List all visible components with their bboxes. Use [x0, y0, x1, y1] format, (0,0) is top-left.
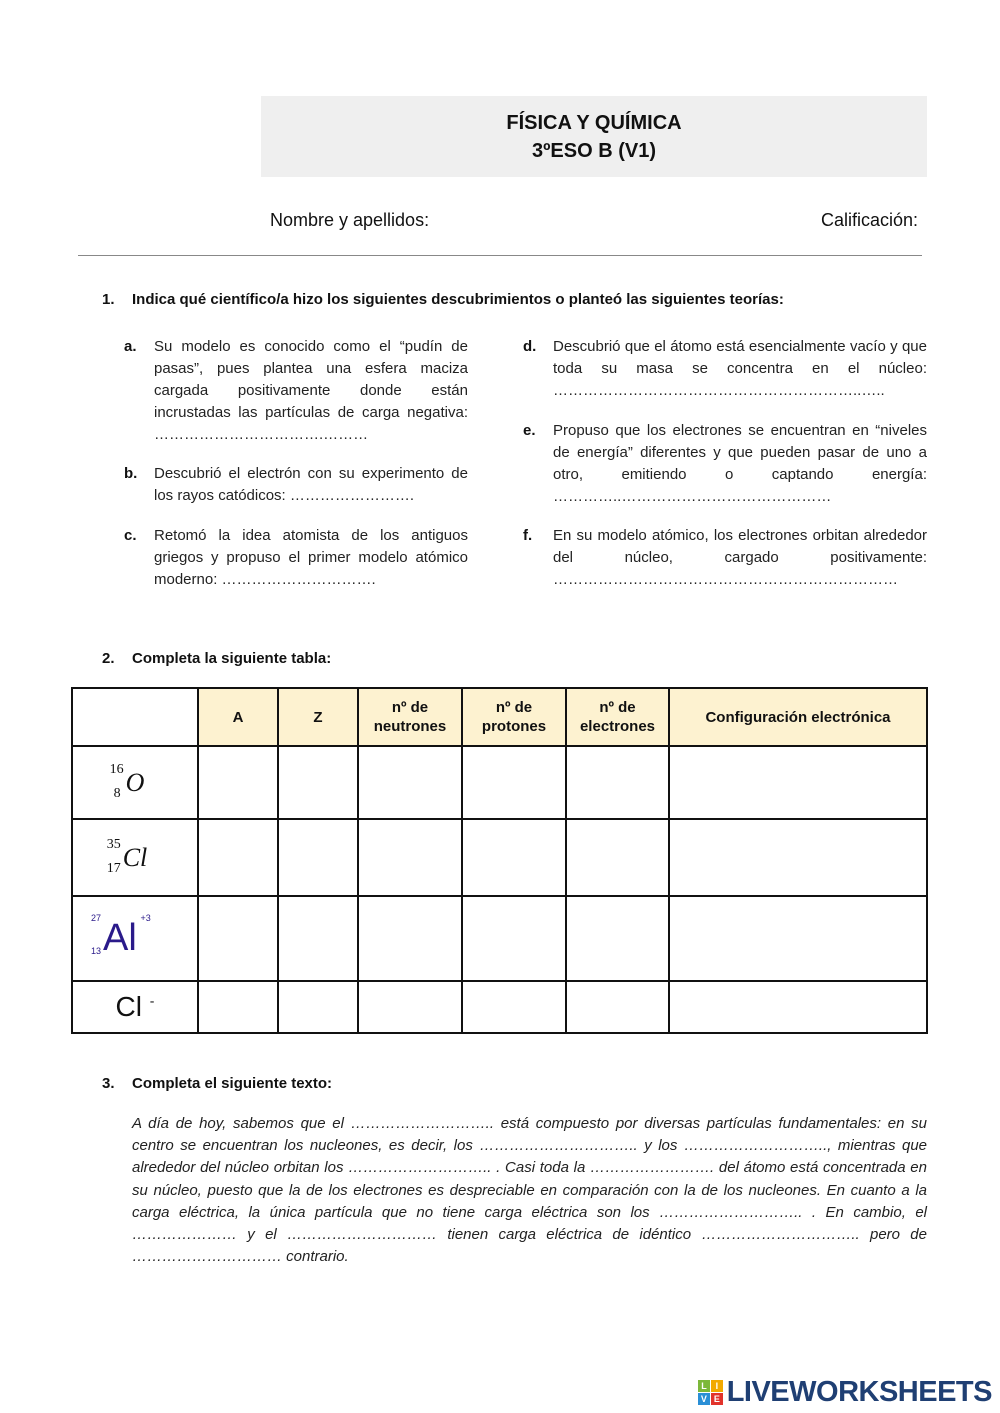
symbol-cell: [72, 981, 198, 1033]
q3-title: Completa el siguiente texto:: [132, 1075, 333, 1092]
header-electrons: nº de electrones: [566, 688, 669, 746]
answer-cell[interactable]: [278, 746, 358, 819]
header-neutrons: nº de neutrones: [358, 688, 462, 746]
q2-number: 2.: [102, 650, 115, 667]
answer-cell[interactable]: [566, 896, 669, 981]
answer-cell[interactable]: [669, 819, 927, 896]
answer-cell[interactable]: [462, 746, 566, 819]
q1-item-b: [124, 463, 468, 507]
answer-cell[interactable]: [358, 981, 462, 1033]
badge-letter: L: [698, 1380, 710, 1392]
logo-text: LIVEWORKSHEETS: [726, 1376, 992, 1408]
fill-in-text: A día de hoy, sabemos que el ……………………….. está compuesto por diversas partículas fundamentales: en su centro se encuentran los nucleones, es decir, los ………………………….. y los ……………………….., mientras que alrededor del núcleo orbitan los ……………………….. . Casi toda la ……………………. del átomo está concentrada en su núcleo, puesto que la de los electrones es despreciable en comparación con la de los nucleones. En cuanto a la carga eléctrica, la única partícula que no tiene carga eléctrica son los ……………………….. . En cambio, el ………………… y el ………………………… tienen carga eléctrica de idéntico ………………………….. pero de ………………………… contrario.: [132, 1115, 927, 1266]
logo-badge-icon: [698, 1380, 723, 1405]
q1-number: 1.: [102, 291, 115, 308]
badge-letter: I: [711, 1380, 723, 1392]
item-letter: d.: [523, 338, 537, 355]
answer-cell[interactable]: [669, 896, 927, 981]
group-title: 3ºESO B (V1): [531, 140, 656, 162]
header-a: A: [198, 688, 278, 746]
answer-cell[interactable]: [566, 746, 669, 819]
question-3: [102, 1075, 332, 1092]
table-row: [72, 819, 927, 896]
answer-cell[interactable]: [462, 819, 566, 896]
item-text: Retomó la idea atomista de los antiguos griegos y propuso el primer modelo atómico moderno: ………………………….: [154, 527, 468, 588]
question-2: [102, 650, 331, 667]
mass-number: 16: [109, 761, 124, 777]
name-label: Nombre y apellidos:: [270, 210, 430, 230]
aluminium-symbol: [91, 913, 151, 960]
answer-cell[interactable]: [198, 981, 278, 1033]
symbol-cell: [72, 896, 198, 981]
table-row: [72, 896, 927, 981]
element: Cl: [122, 842, 148, 872]
element: O: [125, 767, 145, 797]
badge-letter: V: [698, 1393, 710, 1405]
ion-charge: +3: [140, 913, 151, 923]
item-text: Descubrió que el átomo está esencialmente vacío y que toda su masa se concentra en el núcleo: ……………………………………………………..…..: [553, 338, 927, 399]
answer-cell[interactable]: [278, 981, 358, 1033]
grade-label: Calificación:: [820, 210, 918, 230]
header-z: Z: [278, 688, 358, 746]
header-blank: [72, 688, 198, 746]
answer-cell[interactable]: [462, 981, 566, 1033]
symbol-cell: [72, 819, 198, 896]
subject-title: FÍSICA Y QUÍMICA: [506, 112, 682, 134]
divider: [78, 255, 922, 256]
answer-cell[interactable]: [566, 819, 669, 896]
answer-cell[interactable]: [278, 896, 358, 981]
answer-cell[interactable]: [669, 746, 927, 819]
atom-table: [71, 687, 928, 1034]
chloride-symbol: [116, 991, 155, 1022]
item-text: En su modelo atómico, los electrones orbitan alrededor del núcleo, cargado positivamente: ……………………………………………………………: [553, 527, 927, 588]
chlorine-symbol: [106, 836, 148, 876]
badge-letter: E: [711, 1393, 723, 1405]
item-text: Descubrió el electrón con su experimento de los rayos catódicos: …………………….: [154, 465, 468, 504]
symbol-cell: [72, 746, 198, 819]
q1-item-c: [124, 525, 468, 591]
item-text: Su modelo es conocido como el “pudín de pasas”, pues plantea una esfera maciza cargada positivamente donde están incrustadas las partículas de carga negativa: …………………………….………: [154, 338, 468, 443]
answer-cell[interactable]: [358, 896, 462, 981]
q3-number: 3.: [102, 1075, 115, 1092]
header-config: Configuración electrónica: [669, 688, 927, 746]
oxygen-symbol: [109, 761, 145, 801]
liveworksheets-logo: [698, 1376, 992, 1409]
q1-item-a: [124, 336, 468, 446]
element: Cl: [115, 991, 142, 1022]
title-box: [261, 96, 927, 177]
table-row: [72, 981, 927, 1033]
mass-number: 35: [106, 836, 121, 852]
q1-item-e: [523, 420, 927, 508]
question-1: [102, 291, 784, 308]
answer-cell[interactable]: [198, 819, 278, 896]
item-letter: c.: [124, 527, 137, 544]
atomic-number: 13: [91, 946, 102, 956]
item-letter: b.: [124, 465, 138, 482]
item-letter: f.: [523, 527, 533, 544]
atomic-number: 8: [113, 785, 121, 801]
header-protons: nº de protones: [462, 688, 566, 746]
q1-item-d: [523, 336, 927, 402]
mass-number: 27: [91, 913, 102, 923]
element: Al: [103, 917, 137, 959]
ion-charge: -: [149, 992, 155, 1009]
item-letter: e.: [523, 422, 536, 439]
item-letter: a.: [124, 338, 137, 355]
answer-cell[interactable]: [566, 981, 669, 1033]
answer-cell[interactable]: [358, 746, 462, 819]
answer-cell[interactable]: [278, 819, 358, 896]
answer-cell[interactable]: [198, 896, 278, 981]
q2-title: Completa la siguiente tabla:: [132, 650, 332, 667]
q1-item-f: [523, 525, 927, 591]
answer-cell[interactable]: [198, 746, 278, 819]
atomic-number: 17: [106, 860, 121, 876]
answer-cell[interactable]: [462, 896, 566, 981]
item-text: Propuso que los electrones se encuentran en “niveles de energía” diferentes y que pueden pasar de uno a otro, emitiendo o captando energía: …………..……………………………………: [553, 422, 927, 505]
q1-title: Indica qué científico/a hizo los siguientes descubrimientos o planteó las siguientes teorías:: [132, 291, 784, 308]
answer-cell[interactable]: [358, 819, 462, 896]
answer-cell[interactable]: [669, 981, 927, 1033]
table-row: [72, 746, 927, 819]
